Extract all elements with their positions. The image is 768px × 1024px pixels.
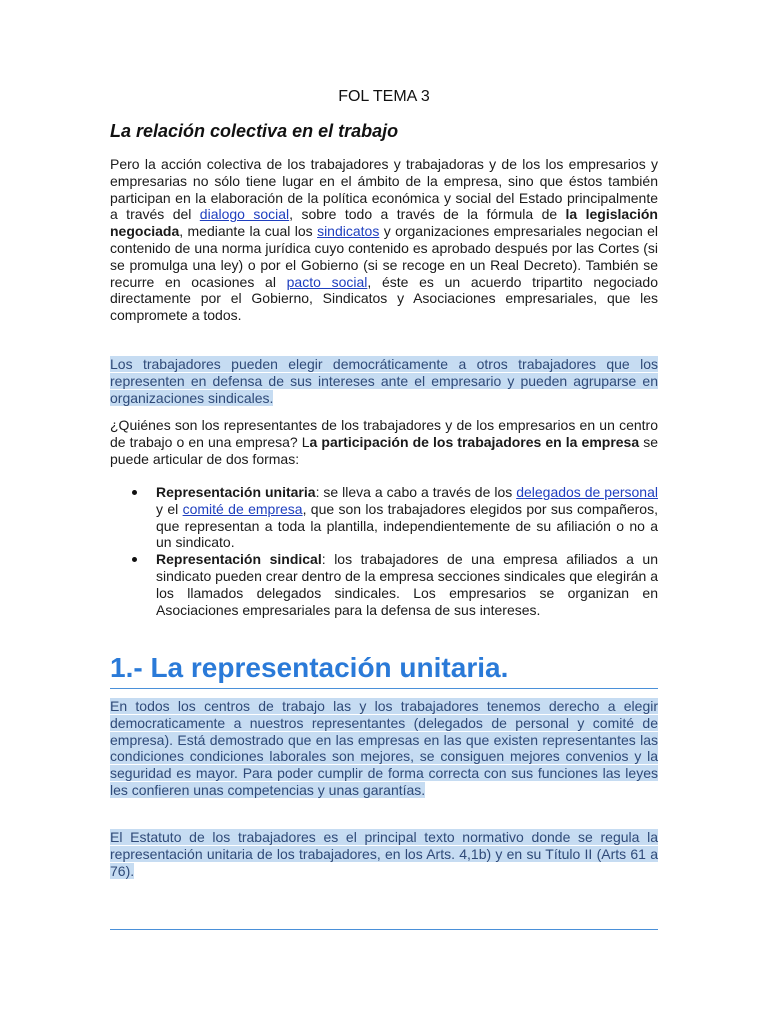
section-subtitle: La relación colectiva en el trabajo <box>110 121 399 141</box>
intro-text-2: , sobre todo a través de la fórmula de <box>289 206 566 223</box>
question-text-1: ¿Quiénes son los representantes de los trabajadores y de los empresarios en un centro de trabajo o en una empresa? L <box>110 417 658 450</box>
list-item-sindical <box>110 551 658 618</box>
link-delegados-personal[interactable]: delegados de personal <box>516 484 658 500</box>
intro-paragraph <box>110 156 658 324</box>
question-paragraph <box>110 417 658 467</box>
list-item-text: : se lleva a cabo a través de los <box>315 484 517 500</box>
link-comite-empresa[interactable]: comité de empresa <box>182 500 303 517</box>
estatuto-paragraph <box>110 829 658 879</box>
link-dialogo-social[interactable]: dialogo social <box>199 206 290 223</box>
list-item-bold: Representación sindical <box>156 551 322 568</box>
list-item-text: , que son los trabajadores elegidos por sus compañeros, que representan a toda la plantilla, independientemente de su afiliación o no a un sindicato. <box>156 500 658 551</box>
link-pacto-social[interactable]: pacto social <box>286 273 368 290</box>
link-sindicatos[interactable]: sindicatos <box>317 223 380 240</box>
question-bold: a participación de los trabajadores en la empresa <box>309 433 640 450</box>
list-item-bold: Representación unitaria <box>156 484 316 500</box>
list-item-text: y el <box>156 500 183 517</box>
footer-divider <box>110 929 658 930</box>
question-text-2: se puede articular de dos formas: <box>110 433 658 467</box>
highlight-paragraph <box>110 356 658 406</box>
page-title: FOL TEMA 3 <box>338 88 430 105</box>
intro-text-5: , éste es un acuerdo tripartito negociado directamente por el Gobierno, Sindicatos y Asociaciones empresariales, que les compromete a todos. <box>110 273 658 324</box>
section-heading: 1.- La representación unitaria. <box>110 652 509 683</box>
bullet-icon <box>132 557 137 562</box>
estatuto-text: El Estatuto de los trabajadores es el principal texto normativo donde se regula la representación unitaria de los trabajadores, en los Arts. 4,1b) y en su Título II (Arts 61 a 76). <box>110 829 658 879</box>
representation-list <box>110 484 658 618</box>
bullet-icon <box>132 490 137 495</box>
heading-divider <box>110 688 658 689</box>
highlight-text: Los trabajadores pueden elegir democráticamente a otros trabajadores que los representen en defensa de sus intereses ante el empresario y pueden agruparse en organizaciones sindicales. <box>110 356 658 406</box>
intro-text-4: y organizaciones empresariales negocian el contenido de una norma jurídica cuyo contenido es aprobado después por las Cortes (si se promulga una ley) o por el Gobierno (si se recoge en un Real Decreto). También se recurre en ocasiones al <box>110 223 658 290</box>
list-item-unitaria <box>110 484 658 551</box>
intro-bold-legislacion: la legislación negociada <box>110 206 658 240</box>
unitaria-paragraph <box>110 698 658 799</box>
unitaria-text: En todos los centros de trabajo las y los trabajadores tenemos derecho a elegir democraticamente a nuestros representantes (delegados de personal y comité de empresa). Está demostrado que en las empresas en las que existen representantes las condiciones condiciones laborales son mejores, se consiguen mejores convenios y la seguridad es mayor. Para poder cumplir de forma correcta con sus funciones las leyes les confieren unas competencias y unas garantías. <box>110 698 658 798</box>
list-item-text: : los trabajadores de una empresa afiliados a un sindicato pueden crear dentro de la empresa secciones sindicales que elegirán a los llamados delegados sindicales. Los empresarios se organizan en Asociaciones empresariales para la defensa de sus intereses. <box>156 551 658 618</box>
intro-text-3: , mediante la cual los <box>179 223 318 240</box>
intro-text-1: Pero la acción colectiva de los trabajadores y trabajadoras y de los los empresarios y empresarias no sólo tiene lugar en el ámbito de la empresa, sino que éstos también participan en la elaboración de la política económica y social del Estado principalmente a través del <box>110 156 658 223</box>
